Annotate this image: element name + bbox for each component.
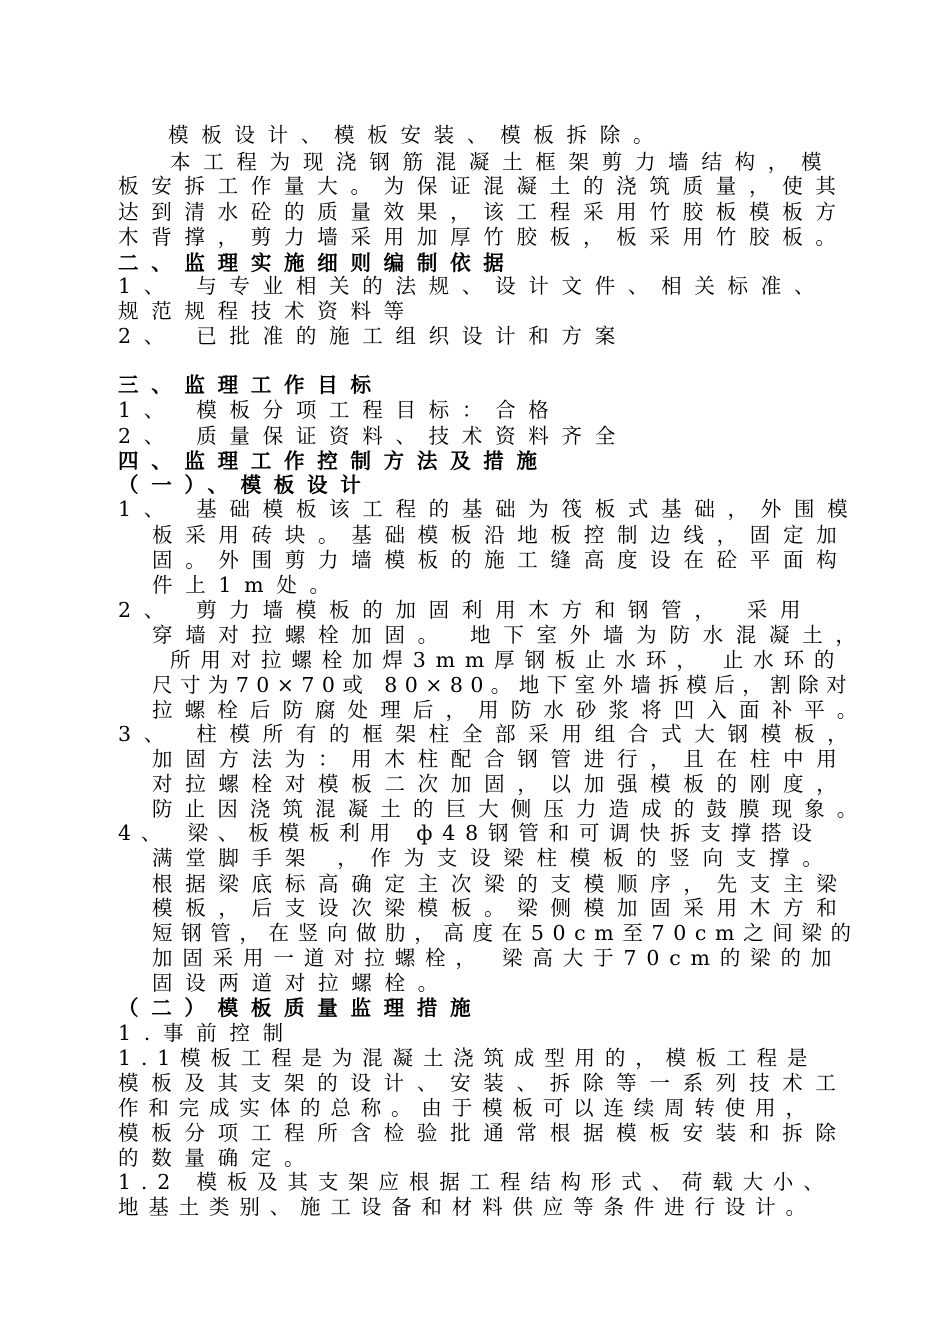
text-line: 作和完成实体的总称。由于模板可以连续周转使用，: [118, 1096, 816, 1120]
text-line: 件上1m处。: [152, 573, 343, 597]
text-line: 4、 梁、板模板利用 ф48钢管和可调快拆支撑搭设: [118, 821, 822, 845]
text-line: 1.事前控制: [118, 1021, 296, 1045]
text-line: 规范规程技术资料等: [118, 299, 417, 323]
text-line: 短钢管，在竖向做肋，高度在50cm至70cm之间梁的: [152, 921, 860, 945]
text-line: 所用对拉螺栓加焊3mm厚钢板止水环， 止水环的: [170, 648, 845, 672]
text-line: 模板，后支设次梁模板。梁侧模加固采用木方和: [152, 896, 850, 920]
text-line: 穿墙对拉螺栓加固。 地下室外墙为防水混凝土，: [152, 623, 869, 647]
subsection-heading: （二）模板质量监理措施: [118, 996, 484, 1020]
text-line: 1、 与专业相关的法规、设计文件、相关标准、: [118, 274, 828, 298]
text-line: 固。外围剪力墙模板的施工缝高度设在砼平面构: [152, 548, 850, 572]
text-line: 尺寸为70×70或 80×80。地下室外墙拆模后，割除对: [152, 673, 855, 697]
text-line: 1、 基础模板该工程的基础为筏板式基础，外围模: [118, 497, 861, 521]
text-line: 防止因浇筑混凝土的巨大侧压力造成的鼓膜现象。: [152, 797, 870, 821]
text-line: 模板设计、模板安装、模板拆除。: [168, 123, 667, 147]
text-line: 模板及其支架的设计、安装、拆除等一系列技术工: [118, 1071, 849, 1095]
text-line: 本工程为现浇钢筋混凝土框架剪力墙结构，模: [170, 150, 835, 174]
text-line: 达到清水砼的质量效果，该工程采用竹胶板模板方: [118, 200, 849, 224]
text-line: 木背撑，剪力墙采用加厚竹胶板，板采用竹胶板。: [118, 225, 849, 249]
text-line: 地基土类别、施工设备和材料供应等条件进行设计。: [118, 1195, 816, 1219]
text-line: 2、 质量保证资料、技术资料齐全: [118, 424, 628, 448]
text-line: 板安拆工作量大。为保证混凝土的浇筑质量，使其: [118, 174, 849, 198]
text-line: 满堂脚手架 ，作为支设梁柱模板的竖向支撑。: [152, 846, 836, 870]
text-line: 1.1模板工程是为混凝土浇筑成型用的，模板工程是: [118, 1046, 818, 1070]
text-line: 固设两道对拉螺栓。: [152, 971, 451, 995]
text-line: 加固采用一道对拉螺栓， 梁高大于70cm的梁的加: [152, 946, 842, 970]
text-line: 2、 剪力墙模板的加固利用木方和钢管， 采用: [118, 598, 814, 622]
text-line: 1.2 模板及其支架应根据工程结构形式、荷载大小、: [118, 1170, 834, 1194]
text-line: 对拉螺栓对模板二次加固，以加强模板的刚度，: [152, 772, 850, 796]
section-heading: 二、监理实施细则编制依据: [118, 251, 517, 275]
section-heading: 三、监理工作目标: [118, 373, 384, 397]
subsection-heading: （一）、模板设计: [118, 473, 374, 497]
text-line: 拉螺栓后防腐处理后，用防水砂浆将凹入面补平。: [152, 698, 870, 722]
text-line: 2、 已批准的施工组织设计和方案: [118, 324, 628, 348]
text-line: 板采用砖块。基础模板沿地板控制边线，固定加: [152, 523, 850, 547]
section-heading: 四、监理工作控制方法及措施: [118, 449, 550, 473]
text-line: 3、 柱模所有的框架柱全部采用组合式大钢模板，: [118, 722, 861, 746]
text-line: 1、 模板分项工程目标：合格: [118, 398, 562, 422]
text-line: 根据梁底标高确定主次梁的支模顺序，先支主梁: [152, 872, 850, 896]
text-line: 模板分项工程所含检验批通常根据模板安装和拆除: [118, 1121, 849, 1145]
text-line: 的数量确定。: [118, 1146, 318, 1170]
text-line: 加固方法为：用木柱配合钢管进行，且在柱中用: [152, 747, 850, 771]
